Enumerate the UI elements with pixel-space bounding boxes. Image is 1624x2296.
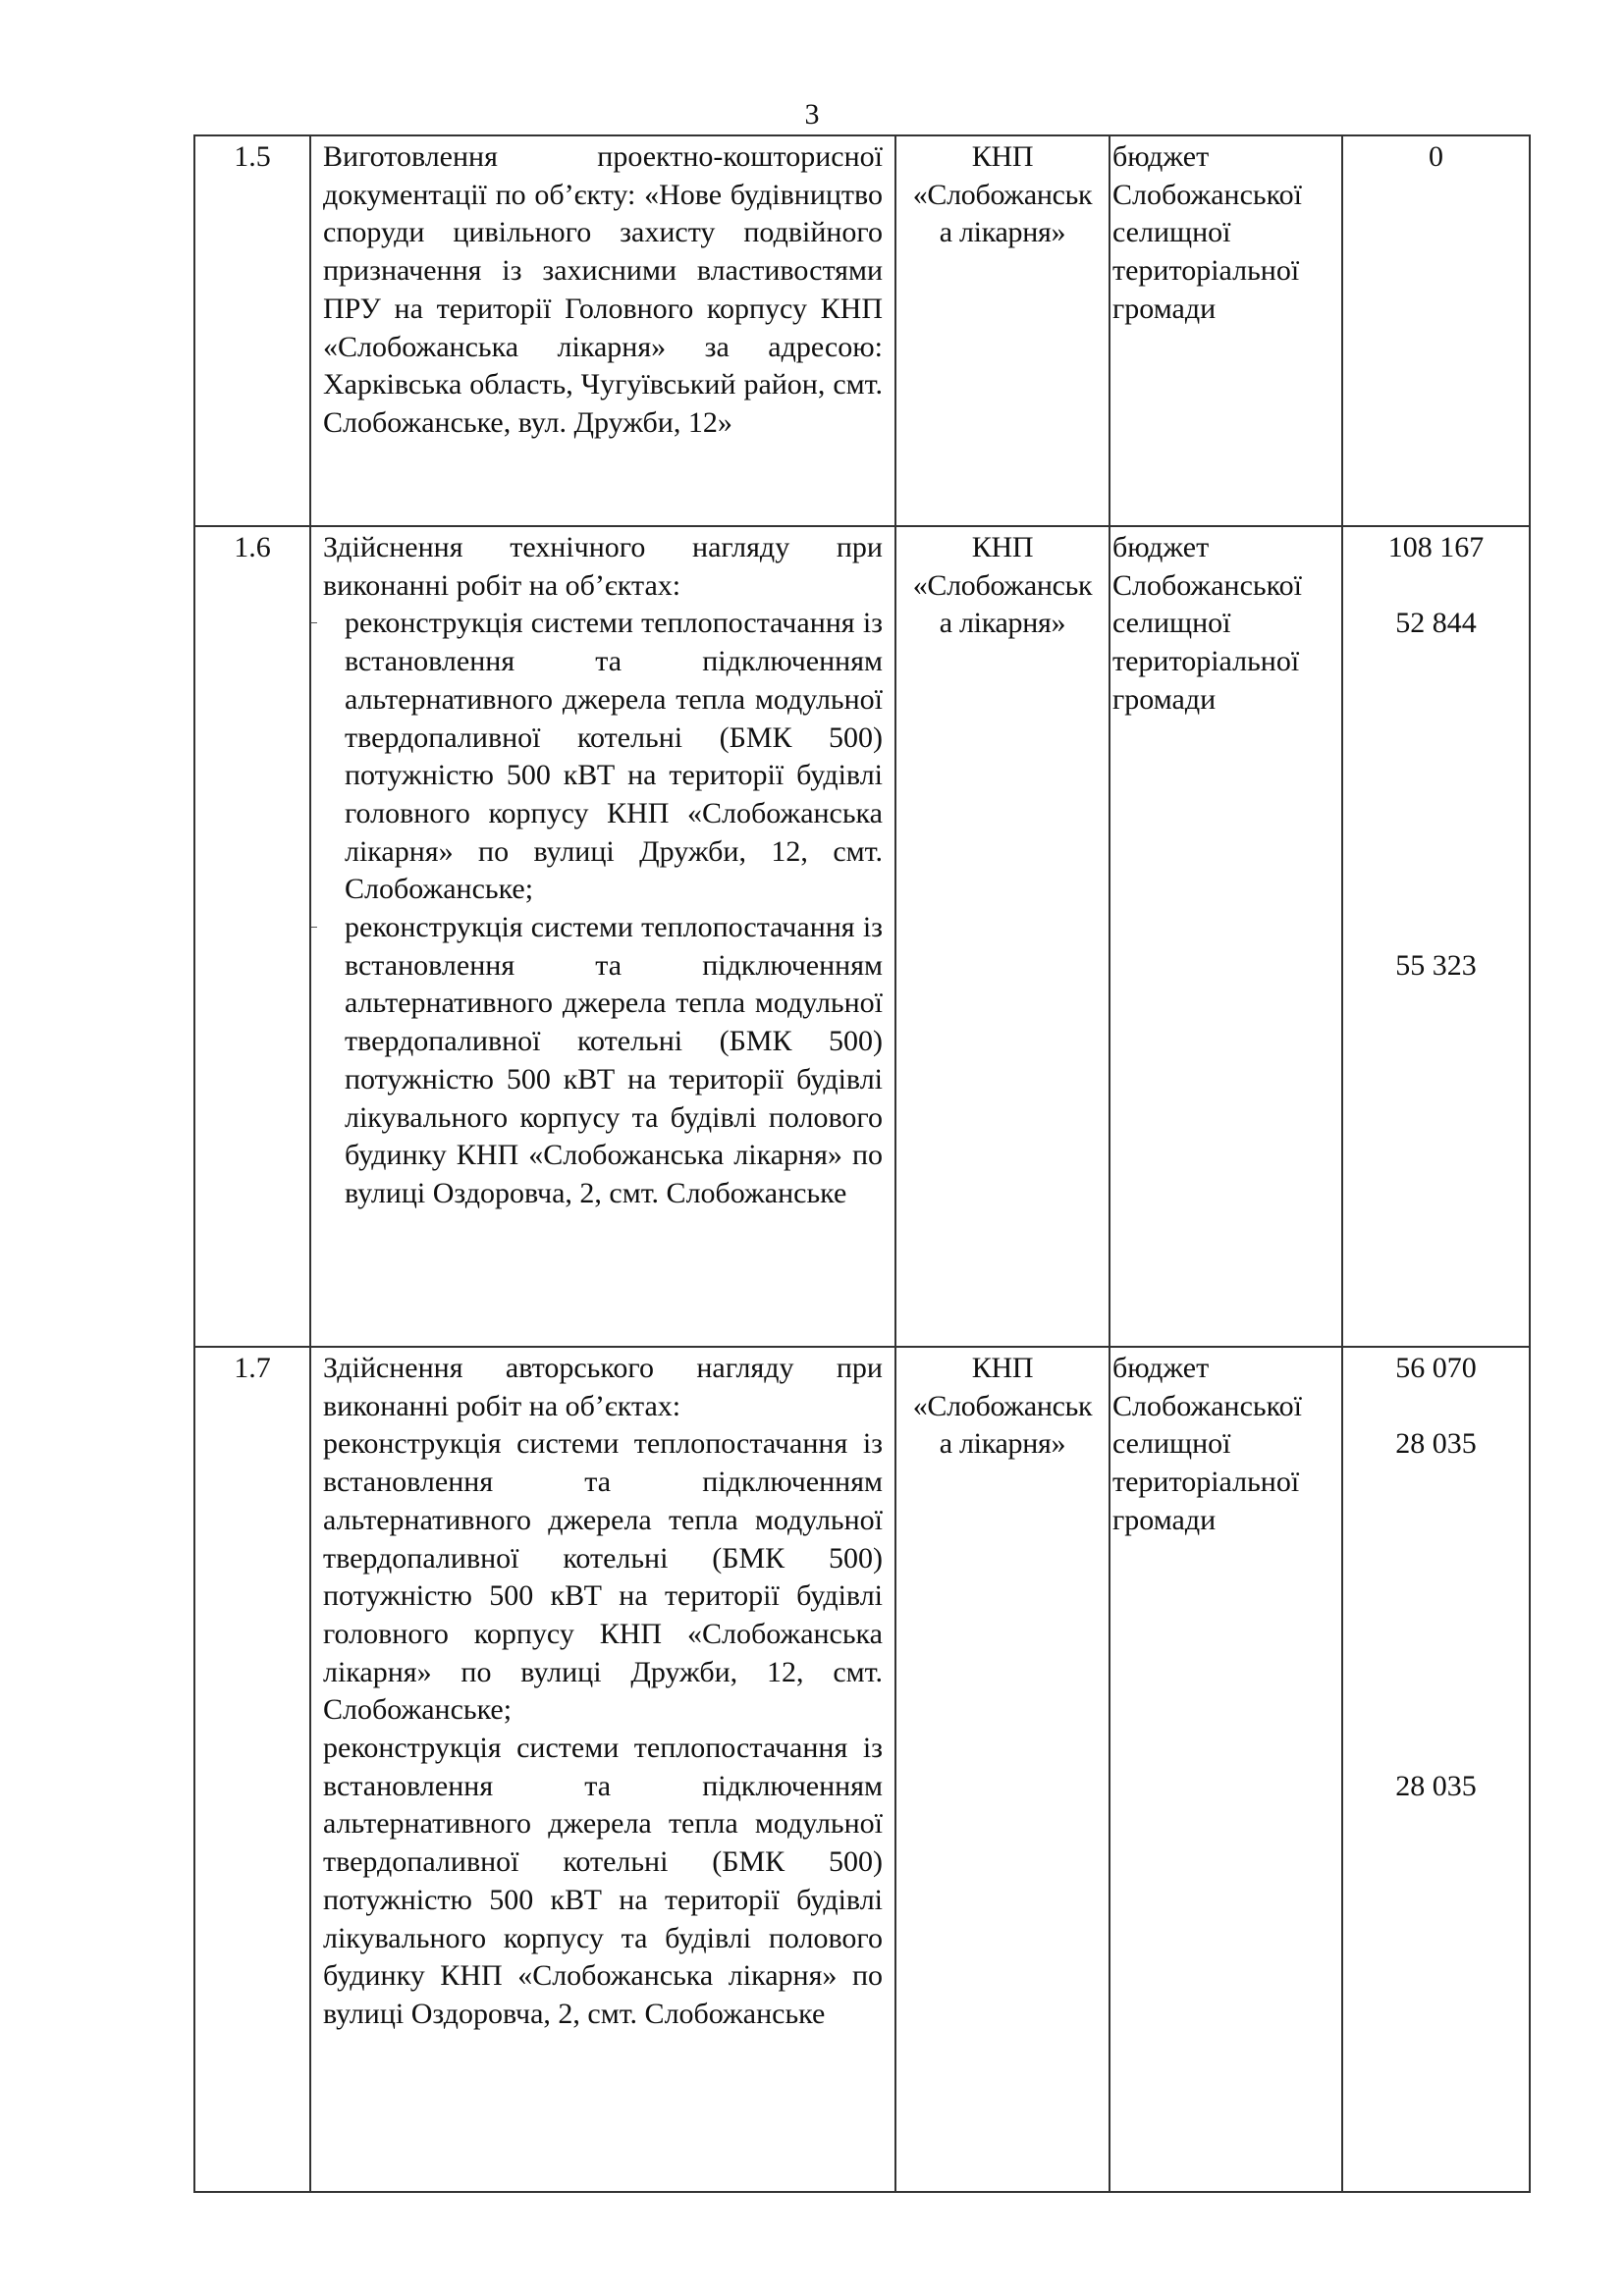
- amount-cell: [1342, 526, 1530, 1347]
- amount-total: 108 167: [1387, 531, 1485, 563]
- page-number: 3: [804, 98, 820, 131]
- measure-description: [310, 135, 895, 526]
- source-line: територіальної: [1112, 1466, 1300, 1499]
- source-line: Слобожанської: [1112, 1389, 1302, 1422]
- description-item: реконструкція системи теплопостачання із встановлення та підключенням альтернативного джерела тепла модульної твердопаливної котельні (БМК 500) потужністю 500 кВТ на території будівлі головного корпусу КНП «Слобожанська лікарня» по вулиці Дружби, 12, смт. Слобожанське;: [323, 605, 883, 909]
- executor-line: а лікарня»: [939, 1427, 1066, 1461]
- source-line: Слобожанської: [1112, 568, 1302, 602]
- executor-line: а лікарня»: [939, 607, 1066, 640]
- funding-source-cell: [1110, 135, 1342, 526]
- source-line: бюджет: [1112, 140, 1210, 173]
- source-line: громади: [1112, 682, 1217, 716]
- source-line: територіальної: [1112, 645, 1300, 678]
- row-number: 1.5: [194, 135, 310, 526]
- amount-item-2: 28 035: [1395, 1769, 1477, 1802]
- amount-item-1: 28 035: [1395, 1427, 1477, 1461]
- executor-line: КНП: [971, 1352, 1034, 1384]
- row-number: 1.7: [194, 1347, 310, 2192]
- amount-total: 0: [1429, 140, 1443, 173]
- executor-line: а лікарня»: [939, 216, 1066, 249]
- source-line: громади: [1112, 292, 1217, 325]
- executor-cell: [895, 135, 1110, 526]
- table-row: [194, 526, 1530, 1347]
- executor-cell: [895, 1347, 1110, 2192]
- executor-cell: [895, 526, 1110, 1347]
- description-item: реконструкція системи теплопостачання із встановлення та підключенням альтернативного джерела тепла модульної твердопаливної котельні (БМК 500) потужністю 500 кВТ на території будівлі лікувального корпусу та будівлі полового будинку КНП «Слобожанська лікарня» по вулиці Оздоровча, 2, смт. Слобожанське: [323, 1732, 883, 2030]
- measure-description: [310, 1347, 895, 2192]
- source-line: Слобожанської: [1112, 178, 1302, 211]
- description-item: реконструкція системи теплопостачання із встановлення та підключенням альтернативного джерела тепла модульної твердопаливної котельні (БМК 500) потужністю 500 кВТ на території будівлі лікувального корпусу та будівлі полового будинку КНП «Слобожанська лікарня» по вулиці Оздоровча, 2, смт. Слобожанське: [323, 909, 883, 1213]
- funding-source-cell: [1110, 1347, 1342, 2192]
- source-line: селищної: [1112, 607, 1231, 640]
- amount-item-2: 55 323: [1395, 948, 1477, 982]
- funding-source-cell: [1110, 526, 1342, 1347]
- executor-line: «Слобожанськ: [912, 568, 1093, 602]
- source-line: селищної: [1112, 216, 1231, 249]
- amount-total: 56 070: [1395, 1352, 1477, 1384]
- executor-line: «Слобожанськ: [912, 178, 1093, 211]
- table-row: [194, 1347, 1530, 2192]
- source-line: бюджет: [1112, 531, 1210, 563]
- source-line: селищної: [1112, 1427, 1231, 1461]
- amount-cell: [1342, 1347, 1530, 2192]
- description-intro: Здійснення технічного нагляду при виконанні робіт на об’єктах:: [323, 531, 883, 602]
- description-text: Виготовлення проектно-кошторисної документації по об’єкту: «Нове будівництво споруди цивільного захисту подвійного призначення із захисними властивостями ПРУ на території Головного корпусу КНП «Слобожанська лікарня» за адресою: Харківська область, Чугуївський район, смт. Слобожанське, вул. Дружби, 12»: [323, 140, 883, 439]
- amount-cell: [1342, 135, 1530, 526]
- source-line: громади: [1112, 1503, 1217, 1536]
- measures-table: [193, 134, 1531, 2193]
- amount-item-1: 52 844: [1395, 607, 1477, 640]
- source-line: територіальної: [1112, 254, 1300, 288]
- executor-line: «Слобожанськ: [912, 1389, 1093, 1422]
- executor-line: КНП: [971, 140, 1034, 173]
- table-row: [194, 135, 1530, 526]
- row-number: 1.6: [194, 526, 310, 1347]
- executor-line: КНП: [971, 531, 1034, 563]
- source-line: бюджет: [1112, 1352, 1210, 1384]
- description-item: реконструкція системи теплопостачання із встановлення та підключенням альтернативного джерела тепла модульної твердопаливної котельні (БМК 500) потужністю 500 кВТ на території будівлі головного корпусу КНП «Слобожанська лікарня» по вулиці Дружби, 12, смт. Слобожанське;: [323, 1427, 883, 1727]
- description-intro: Здійснення авторського нагляду при виконанні робіт на об’єктах:: [323, 1352, 883, 1422]
- measure-description: [310, 526, 895, 1347]
